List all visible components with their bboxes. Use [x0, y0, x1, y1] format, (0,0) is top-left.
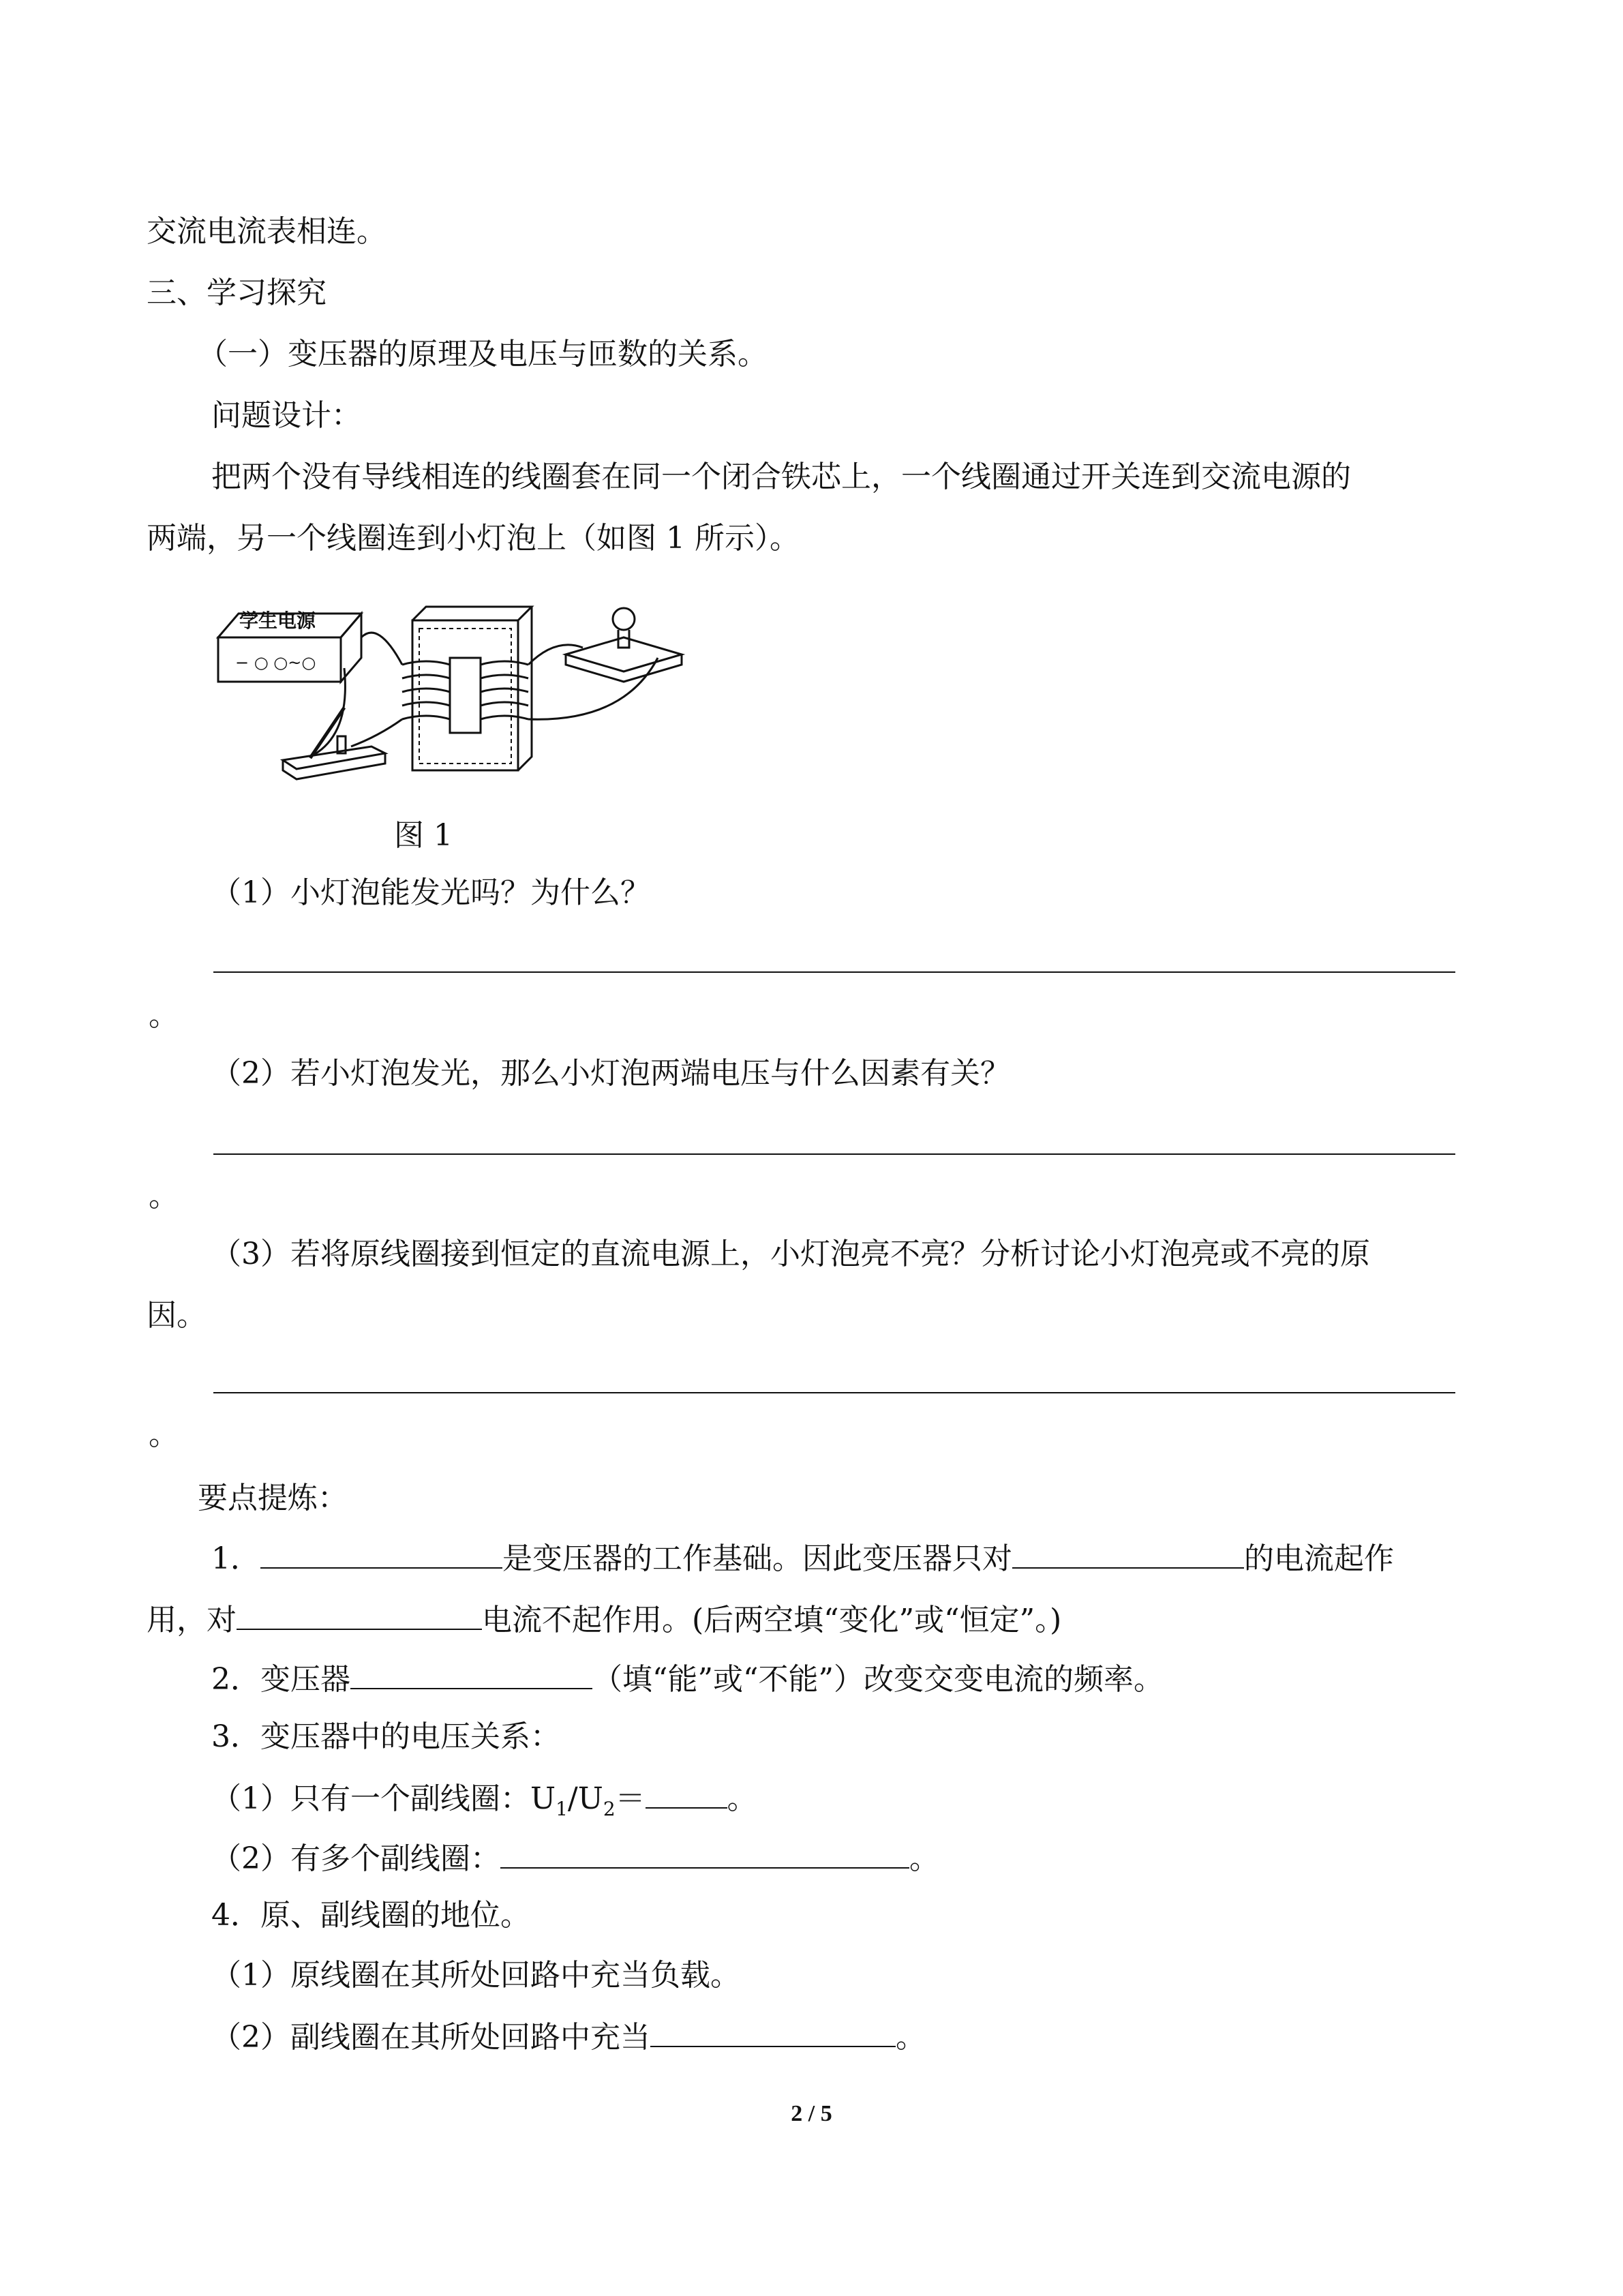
point-2: 2．变压器 （填“能”或“不能”）改变交变电流的频率。 — [211, 1658, 1456, 1699]
blank-5[interactable] — [646, 1777, 727, 1809]
point-4-2: （2）副线圈在其所处回路中充当 。 — [211, 2016, 1456, 2057]
text-line: 交流电流表相连。 — [147, 214, 386, 249]
answer-line-1[interactable] — [213, 971, 1455, 973]
figure-caption: 图 1 — [394, 818, 453, 853]
question-1: （1）小灯泡能发光吗？为什么？ — [211, 875, 650, 910]
blank-7[interactable] — [650, 2016, 896, 2047]
point-4-1: （1）原线圈在其所处回路中充当负载。 — [211, 1958, 740, 1993]
question-3-cont: 因。 — [147, 1298, 207, 1333]
lamp-base — [566, 637, 682, 671]
period: 。 — [149, 998, 179, 1033]
point-3-1: （1）只有一个副线圈：$U_1/U_2=$ 。 — [211, 1777, 1456, 1828]
point-4: 4．原、副线圈的地位。 — [211, 1898, 530, 1933]
page-number: 2 / 5 — [791, 2101, 832, 2126]
blank-2[interactable] — [1012, 1537, 1244, 1569]
power-terminals: − ○ ○~○ — [235, 653, 316, 672]
point-3-2: （2）有多个副线圈： 。 — [211, 1837, 1456, 1878]
question-3: （3）若将原线圈接到恒定的直流电源上，小灯泡亮不亮？分析讨论小灯泡亮或不亮的原 — [211, 1237, 1370, 1271]
point-1: 1． 是变压器的工作基础。因此变压器只对 的电流起作 — [211, 1537, 1456, 1578]
period: 。 — [149, 1417, 179, 1452]
blank-1[interactable] — [260, 1537, 502, 1569]
blank-4[interactable] — [350, 1658, 592, 1689]
period: 。 — [149, 1179, 179, 1213]
subsection-heading: （一）变压器的原理及电压与匝数的关系。 — [198, 337, 768, 372]
transformer-figure — [215, 573, 692, 784]
text-line: 问题设计： — [211, 398, 361, 433]
point-1-cont: 用，对 电流不起作用。(后两空填“变化”或“恒定”。) — [147, 1599, 1456, 1640]
question-2: （2）若小灯泡发光，那么小灯泡两端电压与什么因素有关？ — [211, 1056, 1010, 1091]
point-3: 3．变压器中的电压关系： — [211, 1719, 560, 1754]
power-supply-label: 学生电源 — [239, 609, 316, 632]
blank-6[interactable] — [500, 1837, 909, 1869]
text-line: 两端，另一个线圈连到小灯泡上（如图 1 所示）。 — [147, 521, 800, 556]
primary-coil — [402, 661, 450, 719]
iron-core — [412, 620, 518, 770]
secondary-coil — [481, 661, 528, 719]
bulb — [613, 608, 635, 630]
answer-line-3[interactable] — [213, 1392, 1455, 1393]
answer-line-2[interactable] — [213, 1153, 1455, 1155]
text-line: 把两个没有导线相连的线圈套在同一个闭合铁芯上，一个线圈通过开关连到交流电源的 — [211, 459, 1351, 494]
section-heading: 三、学习探究 — [147, 275, 327, 310]
blank-3[interactable] — [237, 1599, 482, 1630]
key-points-title: 要点提炼： — [198, 1481, 348, 1515]
